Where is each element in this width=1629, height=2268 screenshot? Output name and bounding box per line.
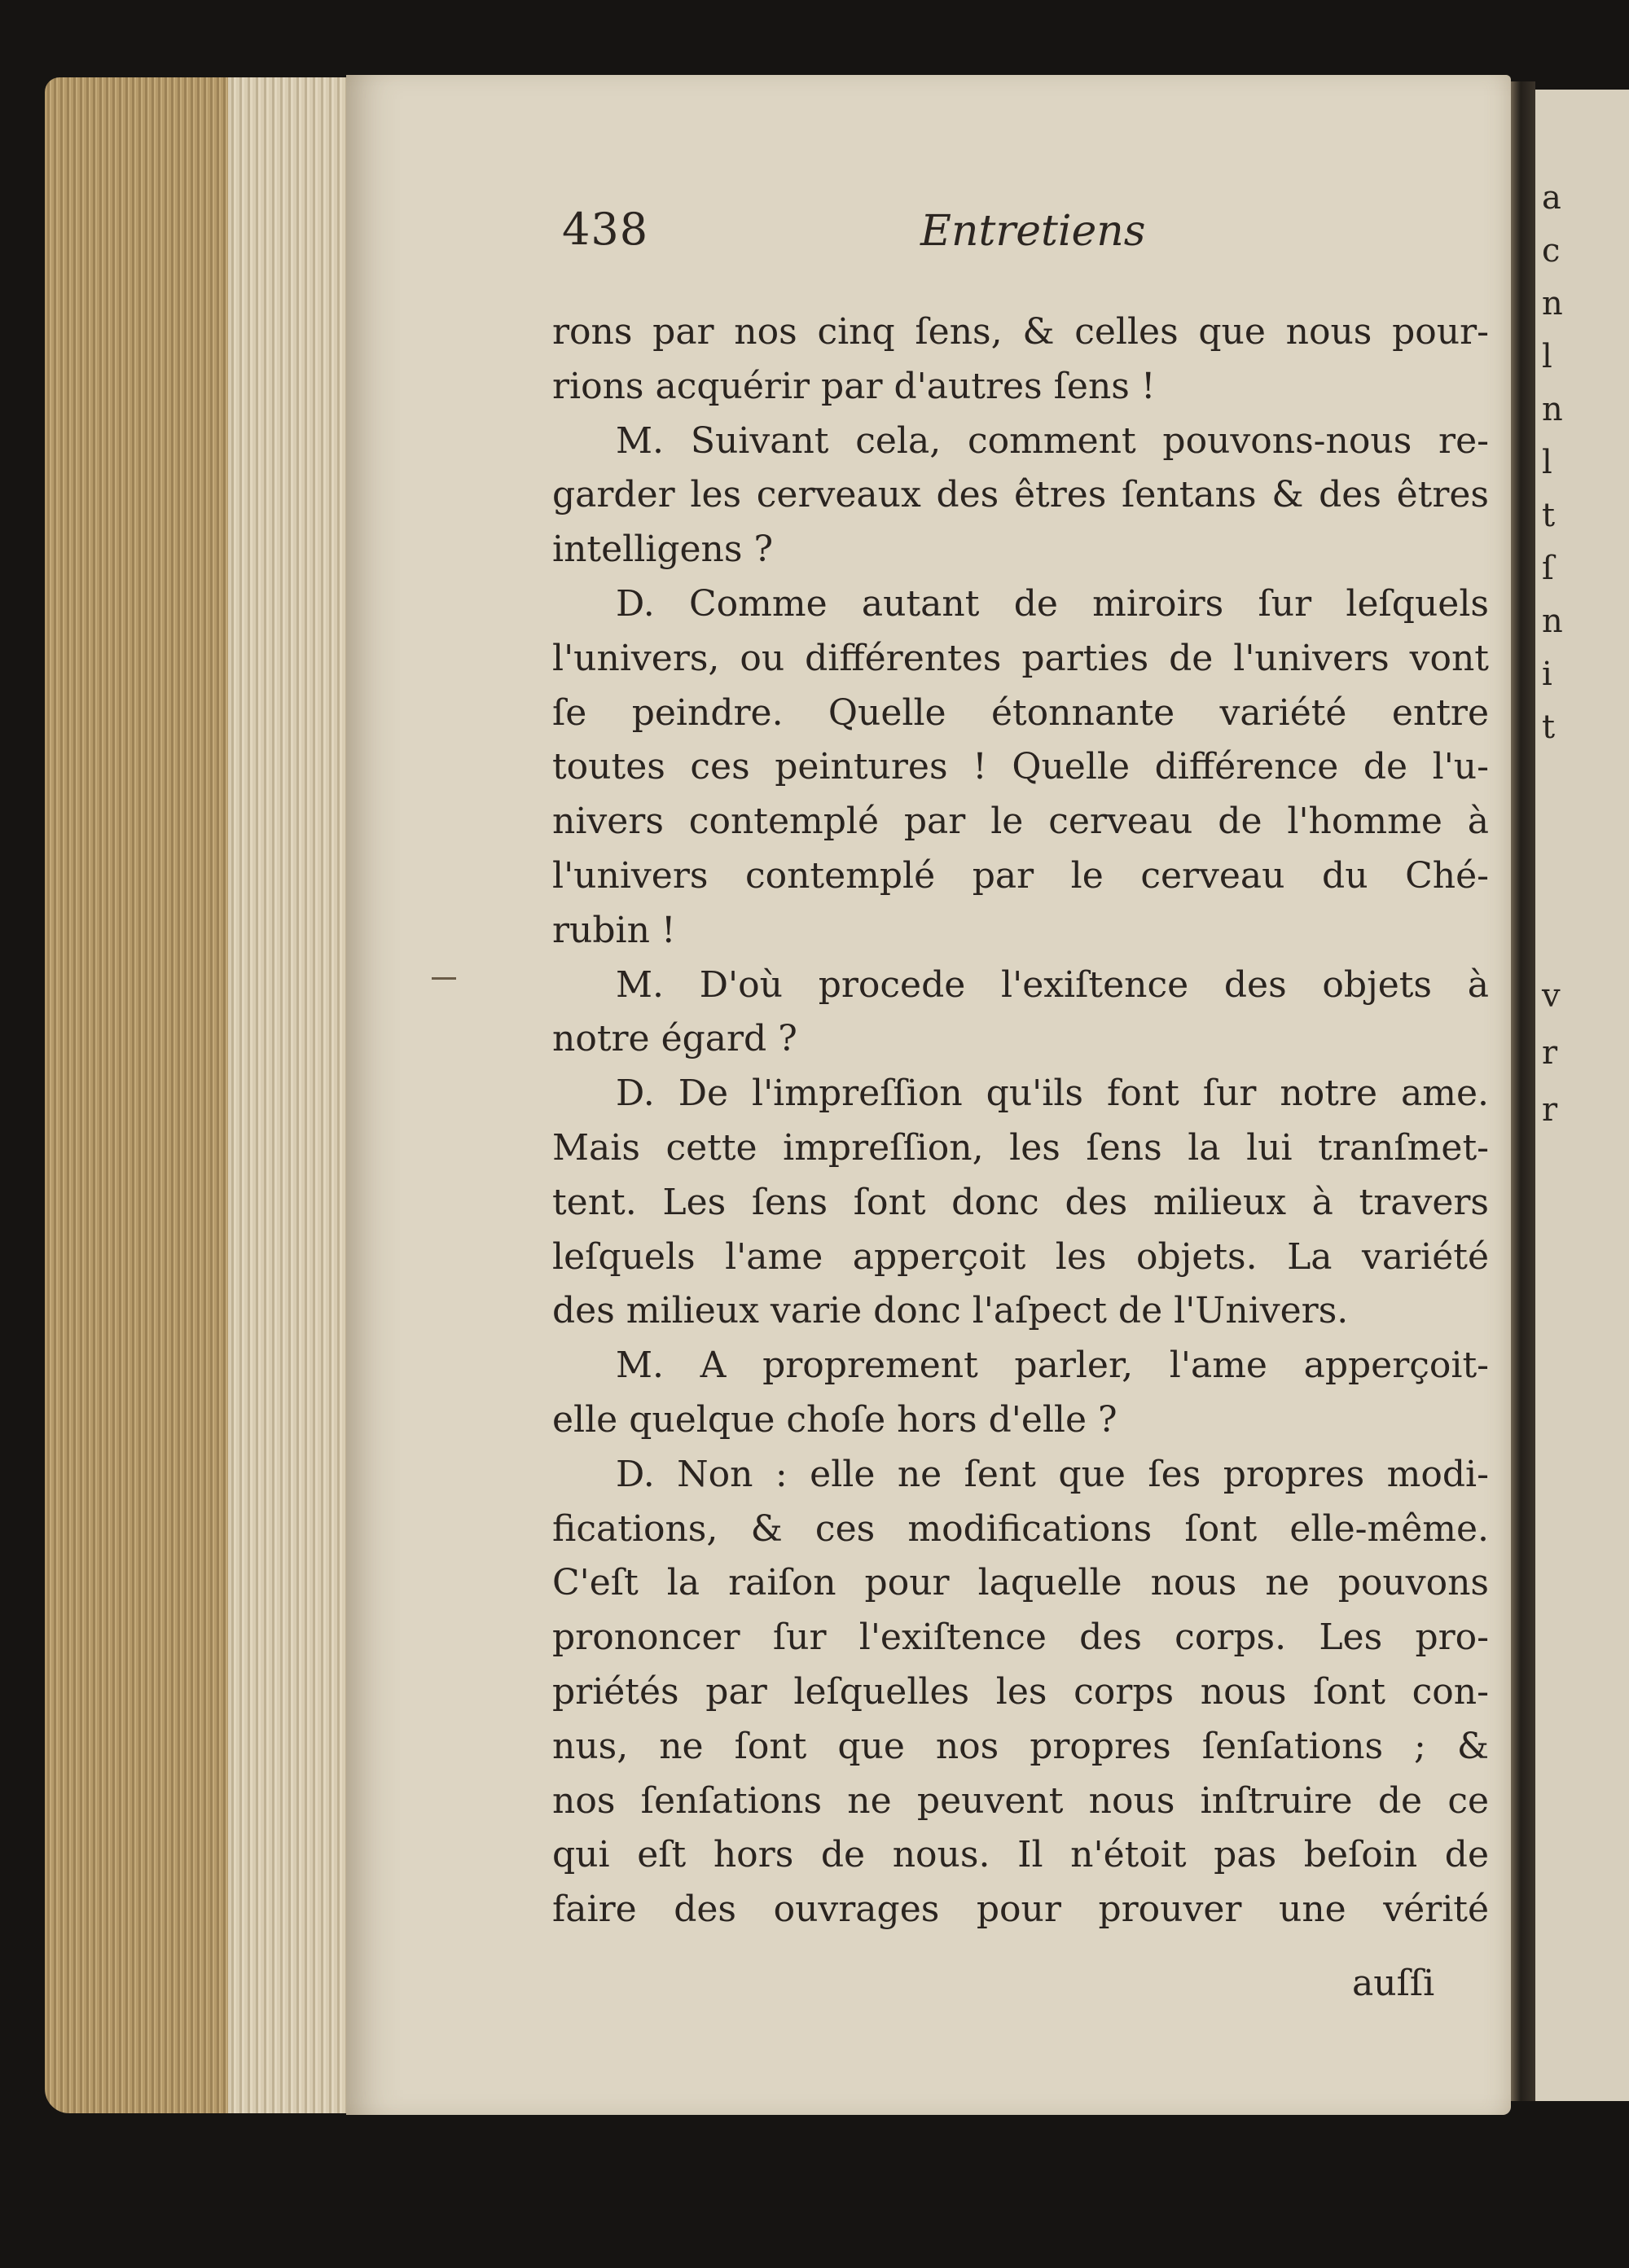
text-line: rubin ! [552, 909, 676, 951]
text-line: l'univers contemplé par le cerveau du Ché- [552, 854, 1489, 897]
facing-page-fragment: c [1542, 232, 1562, 270]
text-line: C'eſt la raiſon pour laquelle nous ne pouvons [552, 1562, 1489, 1604]
facing-page-fragment: n [1542, 391, 1565, 428]
facing-page-fragment: v [1542, 977, 1562, 1015]
text-line: qui eſt hors de nous. Il n'étoit pas beſoin de [552, 1834, 1489, 1876]
text-line: rons par nos cinq ſens, & celles que nous pour- [552, 311, 1489, 353]
text-line: garder les cerveaux des êtres ſentans & des êtres [552, 474, 1489, 516]
facing-page-fragment: r [1542, 1034, 1560, 1072]
text-line: notre égard ? [552, 1018, 797, 1060]
facing-page-fragment: r [1542, 1091, 1560, 1129]
text-line: nivers contemplé par le cerveau de l'homme à [552, 801, 1489, 843]
text-line: prononcer ſur l'exiſtence des corps. Les pro- [552, 1617, 1489, 1659]
text-line: M. Suivant cela, comment pouvons-nous re- [616, 419, 1489, 462]
text-line: elle quelque choſe hors d'elle ? [552, 1398, 1117, 1441]
text-line: nos ſenſations ne peuvent nous inſtruire de ce [552, 1779, 1489, 1822]
text-line: Mais cette impreſſion, les ſens la lui tranſmet- [552, 1126, 1489, 1169]
text-line: D. Comme autant de miroirs ſur leſquels [616, 582, 1489, 625]
text-line: faire des ouvrages pour prouver une vérité [552, 1889, 1489, 1931]
text-line: rions acquérir par d'autres ſens ! [552, 365, 1156, 407]
facing-page-fragment: l [1542, 444, 1554, 481]
book-gutter [1511, 81, 1535, 2101]
page-number: 438 [562, 204, 649, 255]
facing-page-fragment: ſ [1542, 550, 1556, 587]
text-line: M. D'où procede l'exiſtence des objets à [616, 963, 1489, 1006]
text-line: fications, & ces modifications ſont elle-même. [552, 1507, 1489, 1550]
text-line: D. De l'impreſſion qu'ils font ſur notre ame. [616, 1073, 1489, 1115]
text-line: leſquels l'ame apperçoit les objets. La variété [552, 1235, 1489, 1278]
facing-page-fragment: t [1542, 497, 1557, 534]
body-text [552, 305, 1489, 1937]
text-line: toutes ces peintures ! Quelle différence de l'u- [552, 746, 1489, 788]
text-line: nus, ne ſont que nos propres ſenſations ; & [552, 1725, 1489, 1767]
facing-page-fragment: i [1542, 656, 1554, 693]
text-line: D. Non : elle ne ſent que ſes propres modi- [616, 1453, 1489, 1495]
facing-page-fragment: a [1542, 179, 1563, 217]
facing-page-fragment: n [1542, 603, 1565, 640]
text-line: intelligens ? [552, 529, 774, 571]
text-line: M. A proprement parler, l'ame apperçoit- [616, 1345, 1489, 1387]
facing-page-fragment: t [1542, 708, 1557, 746]
facing-page-fragment: l [1542, 338, 1554, 375]
margin-mark [432, 977, 456, 980]
text-line: priétés par leſquelles les corps nous ſont con- [552, 1670, 1489, 1713]
catchword: auſſi [1352, 1963, 1435, 2004]
page-stack [228, 77, 350, 2113]
text-line: l'univers, ou différentes parties de l'univers vont [552, 637, 1489, 679]
facing-page [1535, 90, 1629, 2101]
text-line: des milieux varie donc l'aſpect de l'Univers. [552, 1290, 1349, 1332]
page-header [562, 204, 1523, 261]
running-head: Entretiens [920, 207, 1146, 256]
text-line: tent. Les ſens ſont donc des milieux à travers [552, 1181, 1489, 1223]
text-line: ſe peindre. Quelle étonnante variété entre [552, 691, 1489, 734]
facing-page-fragment: n [1542, 285, 1565, 322]
